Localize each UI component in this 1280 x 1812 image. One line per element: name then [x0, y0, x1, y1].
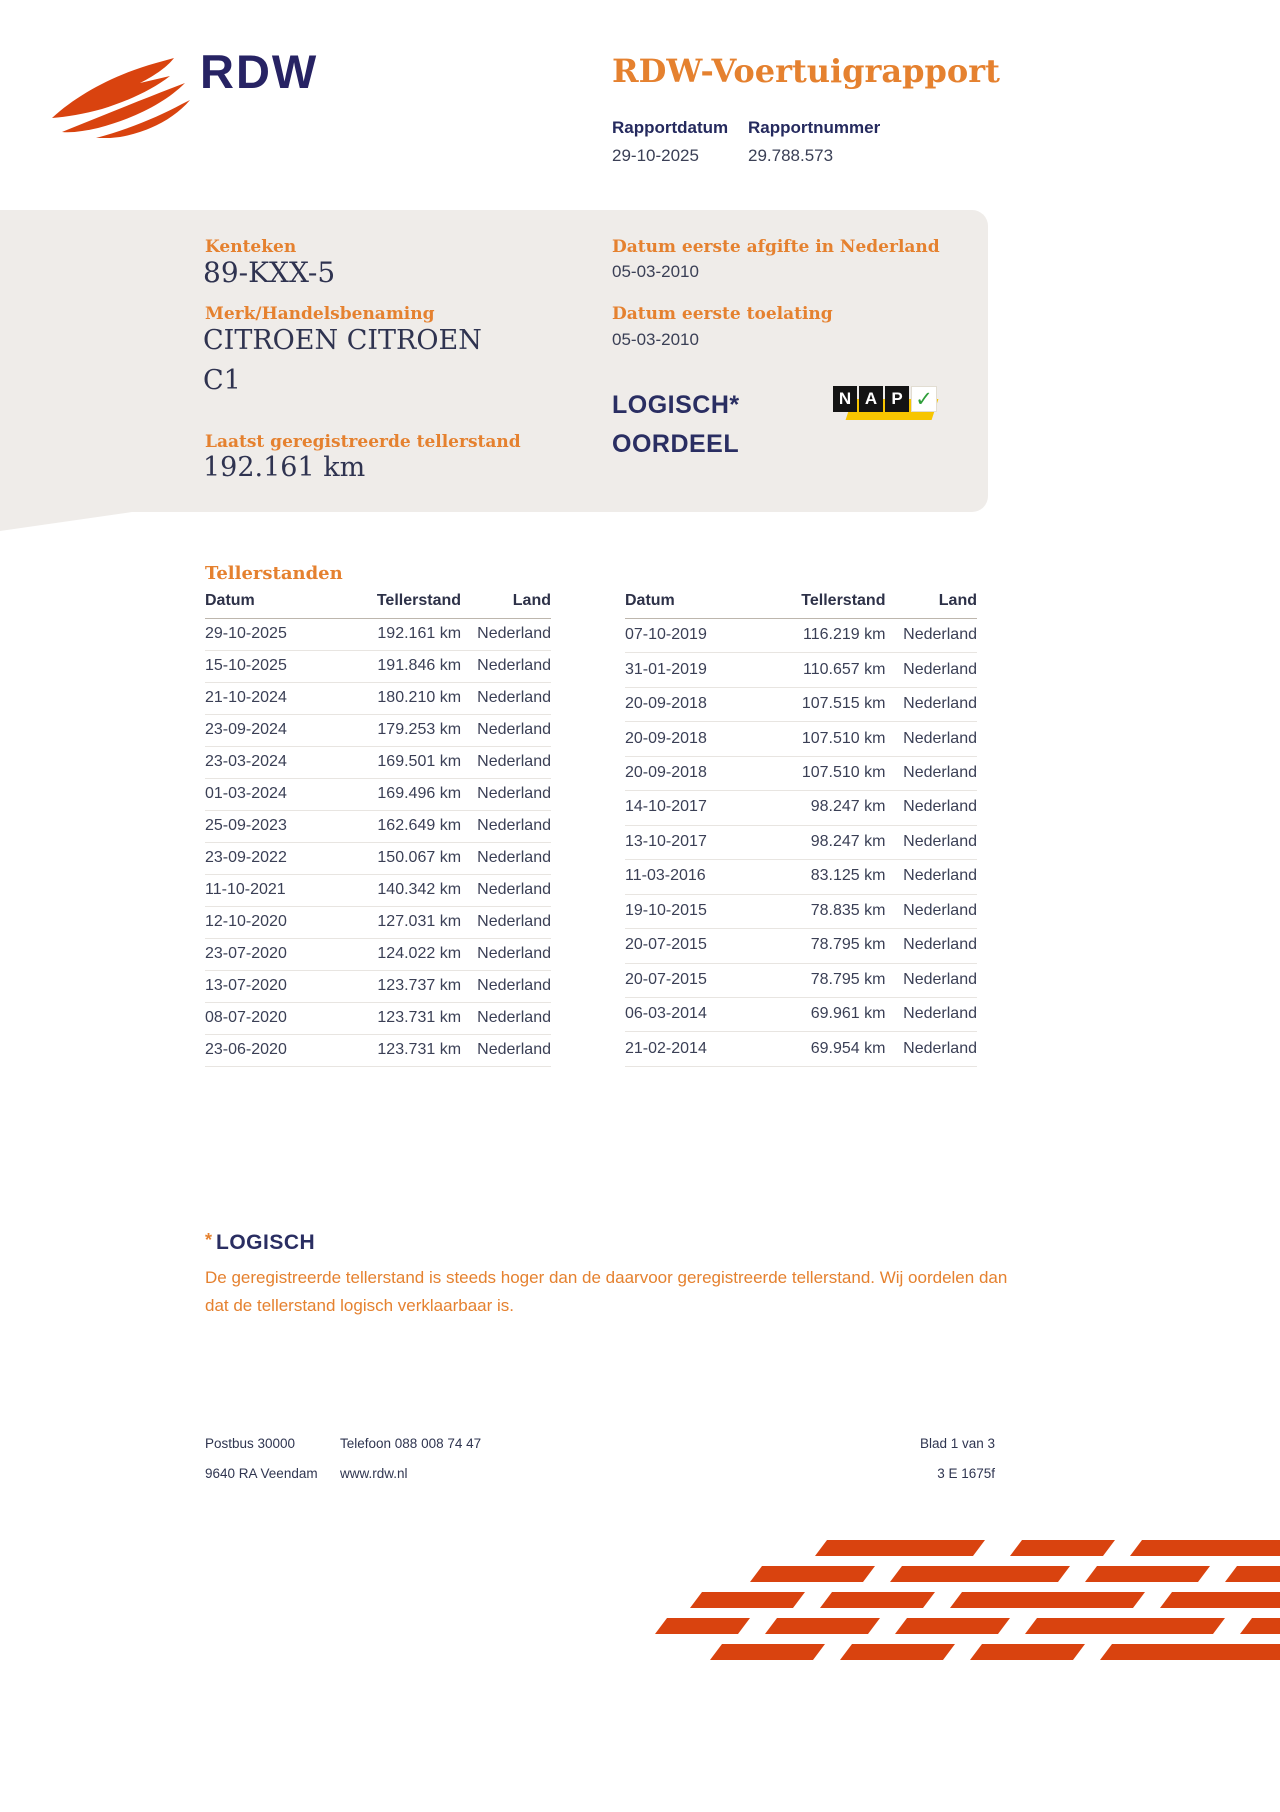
oordeel-line2: OORDEEL: [612, 430, 740, 458]
cell-tellerstand: 124.022 km: [336, 939, 461, 971]
table-row: [625, 894, 977, 928]
tellerstanden-tables: [205, 592, 977, 1067]
cell-land: Nederland: [885, 929, 977, 963]
rdw-logo-icon: [52, 56, 190, 143]
cell-datum: 13-10-2017: [625, 825, 759, 859]
cell-datum: 21-10-2024: [205, 683, 336, 715]
cell-land: Nederland: [885, 619, 977, 653]
nap-letter-n: N: [833, 386, 857, 412]
table-row: [625, 756, 977, 790]
table-row: [205, 939, 551, 971]
rdw-stripes-decoration: [655, 1540, 1280, 1680]
table-row: [205, 683, 551, 715]
table-row: [205, 811, 551, 843]
asterisk-marker: *: [205, 1230, 213, 1250]
cell-tellerstand: 78.795 km: [759, 963, 886, 997]
cell-land: Nederland: [461, 907, 551, 939]
toelating-label: Datum eerste toelating: [612, 304, 833, 324]
cell-land: Nederland: [461, 1035, 551, 1067]
cell-tellerstand: 127.031 km: [336, 907, 461, 939]
cell-tellerstand: 140.342 km: [336, 875, 461, 907]
cell-datum: 13-07-2020: [205, 971, 336, 1003]
cell-datum: 23-09-2024: [205, 715, 336, 747]
footer-website-link[interactable]: www.rdw.nl: [340, 1466, 408, 1481]
logisch-note-body: De geregistreerde tellerstand is steeds hoger dan de daarvoor geregistreerde tellerstand. Wij oordelen dan dat de tellerstand logisch verklaarbaar is.: [205, 1268, 1008, 1315]
report-number-label: Rapportnummer: [748, 118, 881, 137]
column-header-tellerstand: Tellerstand: [759, 592, 886, 619]
table-row: [205, 651, 551, 683]
cell-land: Nederland: [461, 971, 551, 1003]
table-row: [625, 722, 977, 756]
cell-tellerstand: 107.510 km: [759, 756, 886, 790]
cell-datum: 23-09-2022: [205, 843, 336, 875]
cell-tellerstand: 83.125 km: [759, 860, 886, 894]
cell-datum: 14-10-2017: [625, 791, 759, 825]
merk-label: Merk/Handelsbenaming: [205, 304, 435, 324]
toelating-value: 05-03-2010: [612, 330, 699, 349]
cell-datum: 08-07-2020: [205, 1003, 336, 1035]
cell-land: Nederland: [885, 687, 977, 721]
cell-tellerstand: 69.961 km: [759, 997, 886, 1031]
cell-land: Nederland: [461, 939, 551, 971]
cell-tellerstand: 123.731 km: [336, 1035, 461, 1067]
table-row: [205, 1035, 551, 1067]
table-header-row: [625, 592, 977, 619]
cell-land: Nederland: [461, 683, 551, 715]
cell-land: Nederland: [885, 722, 977, 756]
cell-land: Nederland: [885, 653, 977, 687]
nap-letter-a: A: [859, 386, 883, 412]
cell-land: Nederland: [885, 791, 977, 825]
kenteken-label: Kenteken: [205, 237, 297, 257]
cell-datum: 19-10-2015: [625, 894, 759, 928]
afgifte-value: 05-03-2010: [612, 262, 699, 281]
oordeel-verdict: [612, 386, 740, 464]
column-header-land: Land: [461, 592, 551, 619]
footer-page-indicator: Blad 1 van 3: [919, 1436, 995, 1451]
report-number-value: 29.788.573: [748, 146, 834, 165]
check-icon: ✓: [911, 386, 937, 412]
column-header-tellerstand: Tellerstand: [336, 592, 461, 619]
cell-tellerstand: 180.210 km: [336, 683, 461, 715]
cell-datum: 20-09-2018: [625, 722, 759, 756]
kenteken-value: 89-KXX-5: [203, 256, 336, 289]
column-header-datum: Datum: [625, 592, 759, 619]
cell-tellerstand: 98.247 km: [759, 825, 886, 859]
cell-land: Nederland: [885, 860, 977, 894]
cell-land: Nederland: [461, 747, 551, 779]
cell-land: Nederland: [461, 1003, 551, 1035]
table-row: [625, 687, 977, 721]
cell-datum: 20-09-2018: [625, 687, 759, 721]
cell-tellerstand: 192.161 km: [336, 619, 461, 651]
cell-datum: 01-03-2024: [205, 779, 336, 811]
cell-tellerstand: 69.954 km: [759, 1032, 886, 1067]
table-header-row: [205, 592, 551, 619]
table-row: [625, 1032, 977, 1067]
tellerstanden-table-left: [205, 592, 551, 1067]
logisch-note-heading: [205, 1230, 315, 1255]
report-date-label: Rapportdatum: [612, 118, 729, 137]
table-row: [625, 653, 977, 687]
table-row: [205, 779, 551, 811]
cell-tellerstand: 78.795 km: [759, 929, 886, 963]
cell-datum: 20-07-2015: [625, 929, 759, 963]
cell-land: Nederland: [885, 756, 977, 790]
cell-tellerstand: 162.649 km: [336, 811, 461, 843]
column-header-land: Land: [885, 592, 977, 619]
cell-datum: 20-09-2018: [625, 756, 759, 790]
cell-datum: 12-10-2020: [205, 907, 336, 939]
table-row: [205, 875, 551, 907]
cell-land: Nederland: [461, 619, 551, 651]
cell-tellerstand: 107.515 km: [759, 687, 886, 721]
cell-land: Nederland: [885, 963, 977, 997]
footer-form-code: 3 E 1675f: [937, 1466, 995, 1481]
cell-datum: 23-07-2020: [205, 939, 336, 971]
cell-tellerstand: 150.067 km: [336, 843, 461, 875]
nap-letter-p: P: [885, 386, 909, 412]
cell-land: Nederland: [461, 811, 551, 843]
table-row: [205, 747, 551, 779]
footer-address-line2: 9640 RA Veendam: [205, 1466, 318, 1481]
table-row: [625, 825, 977, 859]
footer-phone: Telefoon 088 008 74 47: [340, 1436, 482, 1451]
cell-tellerstand: 179.253 km: [336, 715, 461, 747]
cell-tellerstand: 107.510 km: [759, 722, 886, 756]
cell-datum: 29-10-2025: [205, 619, 336, 651]
cell-tellerstand: 123.731 km: [336, 1003, 461, 1035]
cell-datum: 21-02-2014: [625, 1032, 759, 1067]
cell-tellerstand: 191.846 km: [336, 651, 461, 683]
cell-tellerstand: 98.247 km: [759, 791, 886, 825]
cell-tellerstand: 123.737 km: [336, 971, 461, 1003]
merk-value-line2: C1: [203, 365, 241, 396]
cell-datum: 06-03-2014: [625, 997, 759, 1031]
tellerstanden-table-right: [625, 592, 977, 1067]
logisch-note-title: LOGISCH: [216, 1231, 316, 1254]
cell-land: Nederland: [885, 1032, 977, 1067]
nap-logo: [833, 386, 937, 422]
cell-tellerstand: 78.835 km: [759, 894, 886, 928]
cell-land: Nederland: [885, 825, 977, 859]
cell-datum: 20-07-2015: [625, 963, 759, 997]
afgifte-label: Datum eerste afgifte in Nederland: [612, 237, 940, 257]
tellerstand-value: 192.161 km: [203, 452, 366, 483]
table-row: [625, 929, 977, 963]
cell-datum: 31-01-2019: [625, 653, 759, 687]
table-row: [205, 715, 551, 747]
cell-land: Nederland: [461, 715, 551, 747]
cell-land: Nederland: [885, 997, 977, 1031]
table-row: [205, 843, 551, 875]
cell-land: Nederland: [885, 894, 977, 928]
tellerstanden-section-title: Tellerstanden: [205, 563, 343, 584]
report-date-value: 29-10-2025: [612, 146, 699, 165]
cell-datum: 23-06-2020: [205, 1035, 336, 1067]
table-row: [625, 619, 977, 653]
rdw-wordmark: RDW: [200, 45, 319, 98]
cell-tellerstand: 169.501 km: [336, 747, 461, 779]
table-row: [205, 1003, 551, 1035]
cell-land: Nederland: [461, 651, 551, 683]
panel-corner-decoration: [0, 512, 132, 531]
cell-datum: 11-10-2021: [205, 875, 336, 907]
tellerstand-label: Laatst geregistreerde tellerstand: [205, 432, 521, 452]
cell-tellerstand: 116.219 km: [759, 619, 886, 653]
column-header-datum: Datum: [205, 592, 336, 619]
footer-address-line1: Postbus 30000: [205, 1436, 296, 1451]
table-row: [625, 997, 977, 1031]
oordeel-line1: LOGISCH*: [612, 391, 740, 419]
cell-datum: 23-03-2024: [205, 747, 336, 779]
cell-tellerstand: 169.496 km: [336, 779, 461, 811]
report-title: RDW-Voertuigrapport: [612, 52, 1000, 90]
table-row: [625, 791, 977, 825]
cell-datum: 25-09-2023: [205, 811, 336, 843]
table-row: [625, 963, 977, 997]
table-row: [625, 860, 977, 894]
merk-value-line1: CITROEN CITROEN: [203, 325, 482, 356]
cell-tellerstand: 110.657 km: [759, 653, 886, 687]
table-row: [205, 619, 551, 651]
cell-land: Nederland: [461, 875, 551, 907]
cell-datum: 07-10-2019: [625, 619, 759, 653]
cell-datum: 11-03-2016: [625, 860, 759, 894]
cell-land: Nederland: [461, 843, 551, 875]
table-row: [205, 971, 551, 1003]
cell-land: Nederland: [461, 779, 551, 811]
cell-datum: 15-10-2025: [205, 651, 336, 683]
table-row: [205, 907, 551, 939]
